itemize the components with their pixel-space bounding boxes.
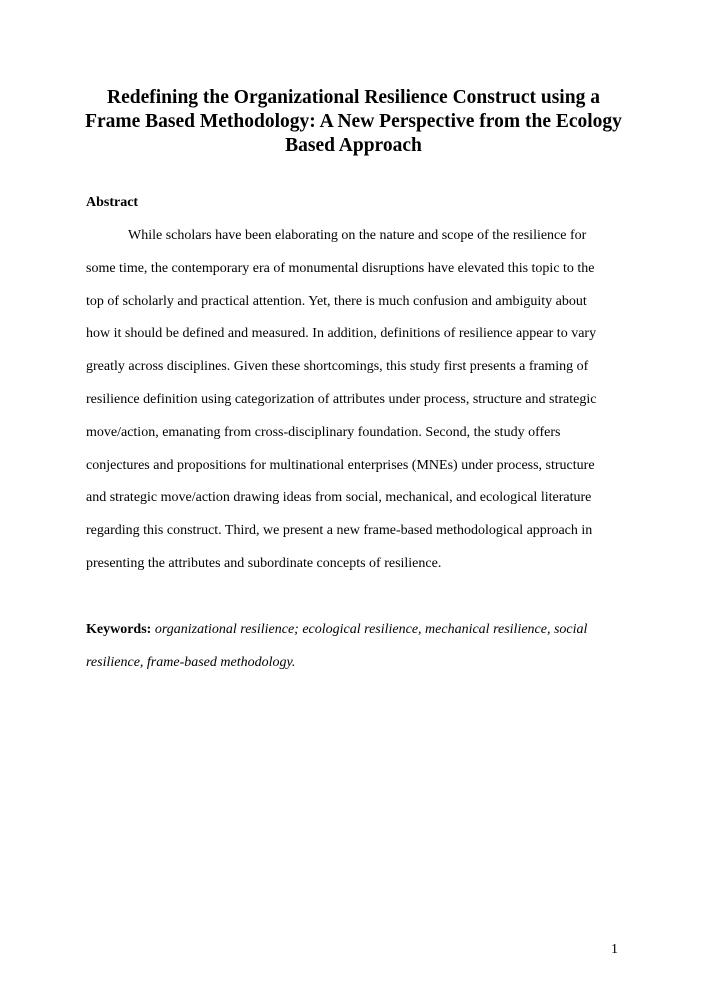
keywords-label: Keywords: (86, 622, 152, 637)
abstract-line: top of scholarly and practical attention. Yet, there is much confusion and ambiguity about (86, 293, 587, 309)
keywords-section (86, 620, 626, 686)
abstract-line: conjectures and propositions for multinational enterprises (MNEs) under process, structure (86, 457, 595, 473)
abstract-line: regarding this construct. Third, we present a new frame-based methodological approach in (86, 523, 593, 539)
abstract-line: some time, the contemporary era of monumental disruptions have elevated this topic to the (86, 260, 595, 276)
abstract-line: While scholars have been elaborating on the nature and scope of the resilience for (128, 228, 587, 243)
abstract-line: and strategic move/action drawing ideas from social, mechanical, and ecological literature (86, 490, 592, 506)
title-line: Redefining the Organizational Resilience Construct using a (107, 87, 600, 108)
keywords-text: organizational resilience; ecological resilience, mechanical resilience, social (154, 622, 588, 637)
title-line: Frame Based Methodology: A New Perspective from the Ecology (85, 111, 622, 132)
abstract-line: move/action, emanating from cross-disciplinary foundation. Second, the study offers (86, 424, 561, 440)
abstract-heading: Abstract (86, 195, 139, 210)
keywords-line (86, 620, 626, 653)
paper-title (60, 86, 647, 158)
abstract-line: greatly across disciplines. Given these shortcomings, this study first presents a framing of (86, 359, 589, 375)
abstract-line: presenting the attributes and subordinate concepts of resilience. (86, 555, 442, 571)
title-line: Based Approach (285, 135, 422, 156)
abstract-line: how it should be defined and measured. In addition, definitions of resilience appear to vary (86, 326, 597, 342)
keywords-text: resilience, frame-based methodology. (86, 655, 296, 670)
page-number: 1 (611, 942, 618, 957)
abstract-body (86, 226, 626, 587)
abstract-line: resilience definition using categorization of attributes under process, structure and strategic (86, 391, 597, 407)
